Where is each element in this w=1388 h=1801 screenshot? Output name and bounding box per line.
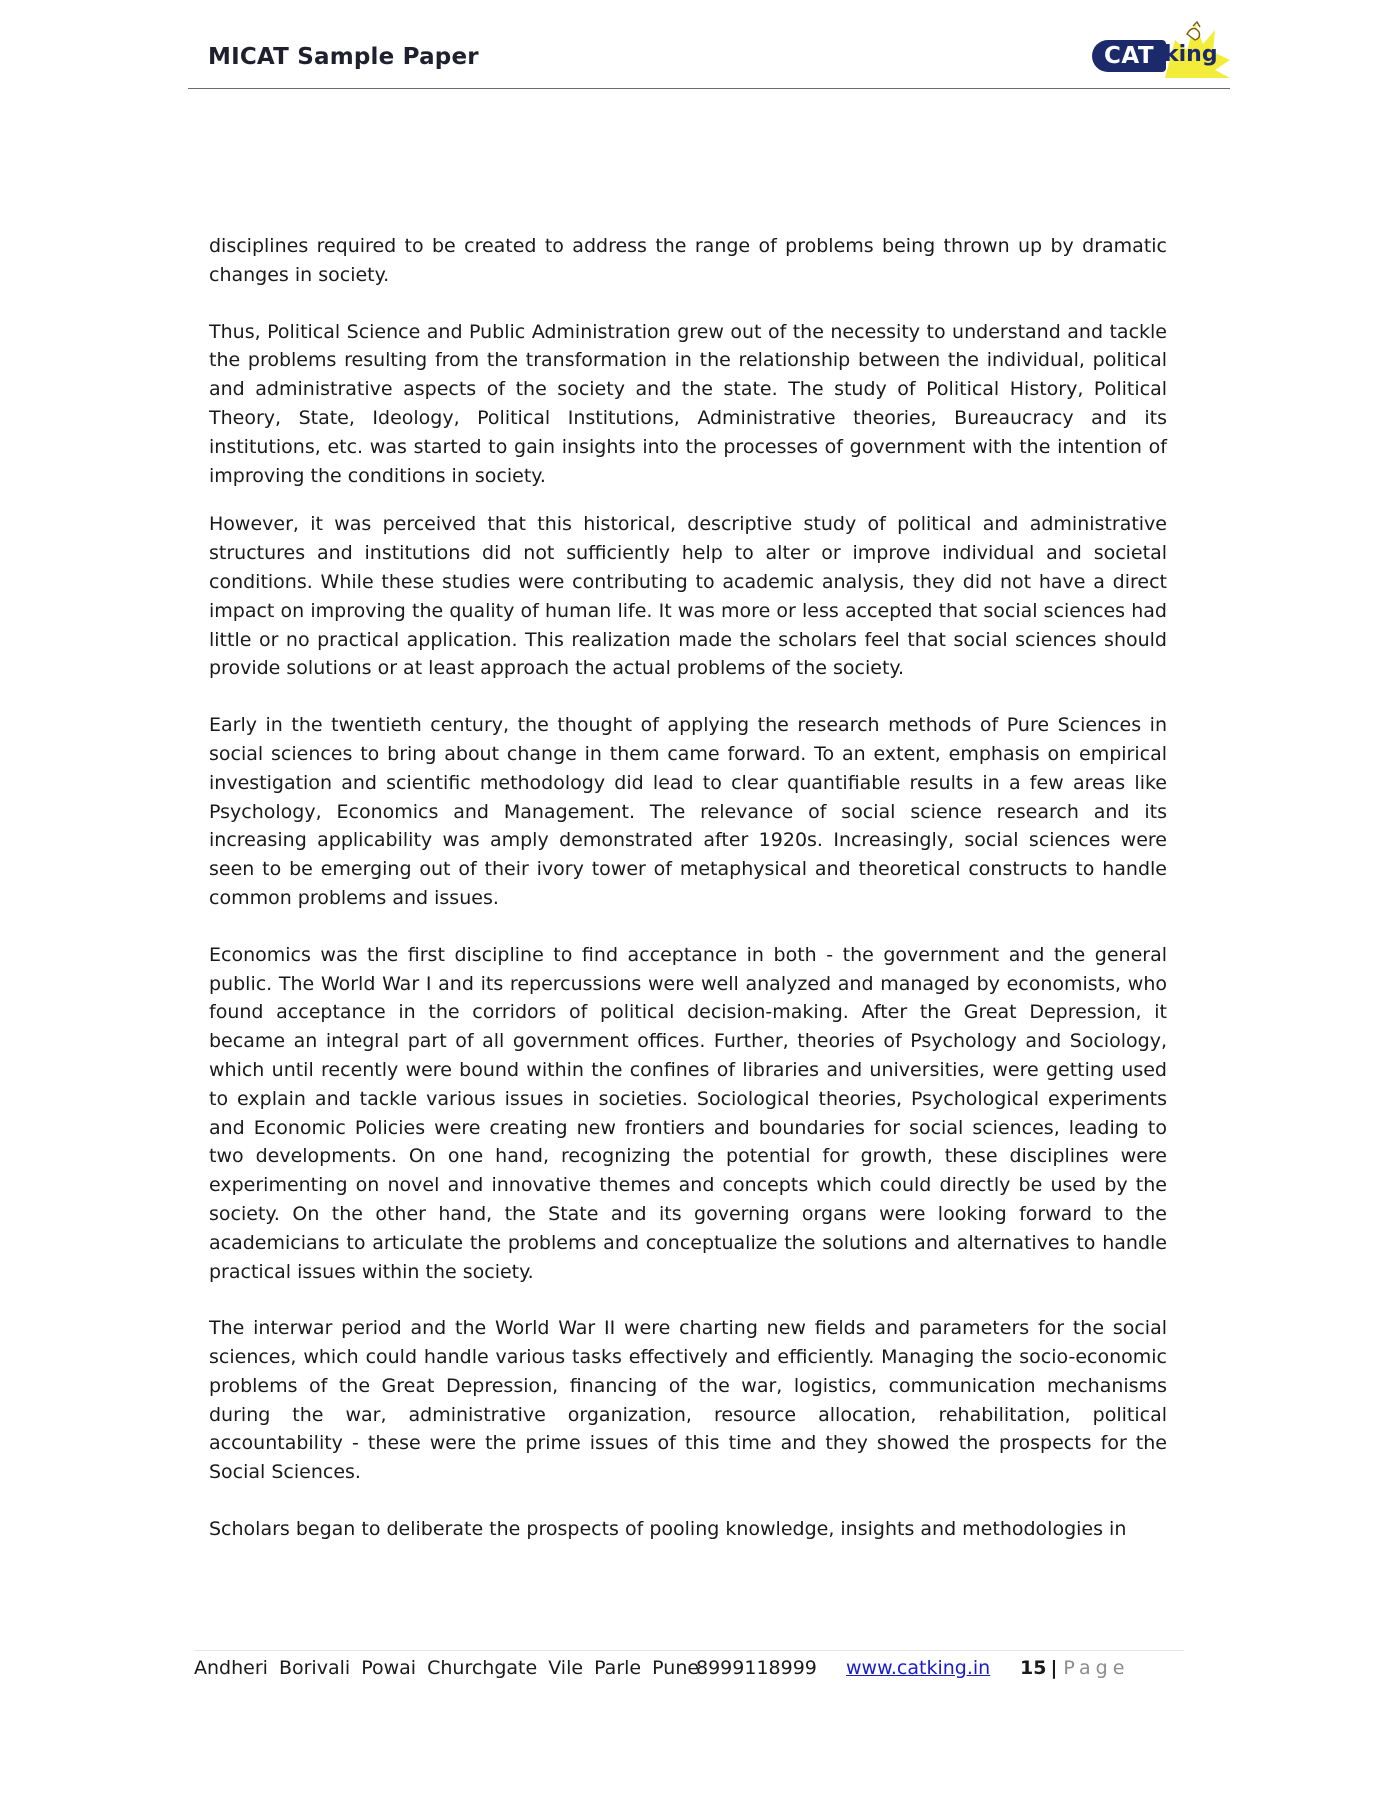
page-number: 15 (1020, 1657, 1047, 1679)
paragraph-7: Scholars began to deliberate the prospects of pooling knowledge, insights and methodologies in (209, 1518, 1127, 1541)
logo-cat-text: CAT (1092, 40, 1166, 72)
footer-page-number (1020, 1657, 1129, 1679)
page-footer (194, 1650, 1184, 1691)
catking-logo (1090, 18, 1230, 80)
paragraph-2: Thus, Political Science and Public Administration grew out of the necessity to understand and tackle the problems resulting from the transformation in the relationship between the individual, political and administrative aspects of the society and the state. The study of Political History, Political Theory, State, Ideology, Political Institutions, Administrative theories, Bureaucracy and its institutions, etc. was started to gain insights into the processes of government with the intention of improving the conditions in society. (209, 320, 1167, 487)
paragraph-1: disciplines required to be created to address the range of problems being thrown up by dramatic changes in society. (209, 235, 1167, 286)
page-header (188, 0, 1230, 89)
page-label: Page (1063, 1657, 1130, 1679)
paragraph-3: However, it was perceived that this historical, descriptive study of political and administrative structures and institutions did not sufficiently help to alter or improve individual and societal conditions. While these studies were contributing to academic analysis, they did not have a direct impact on improving the quality of human life. It was more or less accepted that social sciences had little or no practical application. This realization made the scholars feel that social sciences should provide solutions or at least approach the actual problems of the society. (209, 513, 1167, 680)
footer-website-link[interactable]: www.catking.in (846, 1657, 991, 1679)
paragraph-4: Early in the twentieth century, the thought of applying the research methods of Pure Sciences in social sciences to bring about change in them came forward. To an extent, emphasis on empirical investigation and scientific methodology did lead to clear quantifiable results in a few areas like Psychology, Economics and Management. The relevance of social science research and its increasing applicability was amply demonstrated after 1920s. Increasingly, social sciences were seen to be emerging out of their ivory tower of metaphysical and theoretical constructs to handle common problems and issues. (209, 714, 1167, 909)
footer-locations: Andheri Borivali Powai Churchgate Vile Parle Pune (194, 1657, 700, 1679)
paragraph-6: The interwar period and the World War II were charting new fields and parameters for the social sciences, which could handle various tasks effectively and efficiently. Managing the socio-economic problems of the Great Depression, financing of the war, logistics, communication mechanisms during the war, administrative organization, resource allocation, rehabilitation, political accountability - these were the prime issues of this time and they showed the prospects for the Social Sciences. (209, 1317, 1167, 1484)
logo-king-text: king (1164, 42, 1218, 67)
paragraph-5: Economics was the first discipline to find acceptance in both - the government and the general public. The World War I and its repercussions were well analyzed and managed by economists, who found acceptance in the corridors of political decision-making. After the Great Depression, it became an integral part of all government offices. Further, theories of Psychology and Sociology, which until recently were bound within the confines of libraries and universities, were getting used to explain and tackle various issues in societies. Sociological theories, Psychological experiments and Economic Policies were creating new frontiers and boundaries for social sciences, leading to two developments. On one hand, recognizing the potential for growth, these disciplines were experimenting on novel and innovative themes and concepts which could directly be used by the society. On the other hand, the State and its governing organs were looking forward to the academicians to articulate the problems and conceptualize the solutions and alternatives to handle practical issues within the society. (209, 943, 1167, 1283)
page-separator: | (1050, 1657, 1058, 1679)
article-body (209, 232, 1167, 1572)
header-title: MICAT Sample Paper (208, 44, 479, 70)
footer-phone: 8999118999 (696, 1657, 817, 1679)
